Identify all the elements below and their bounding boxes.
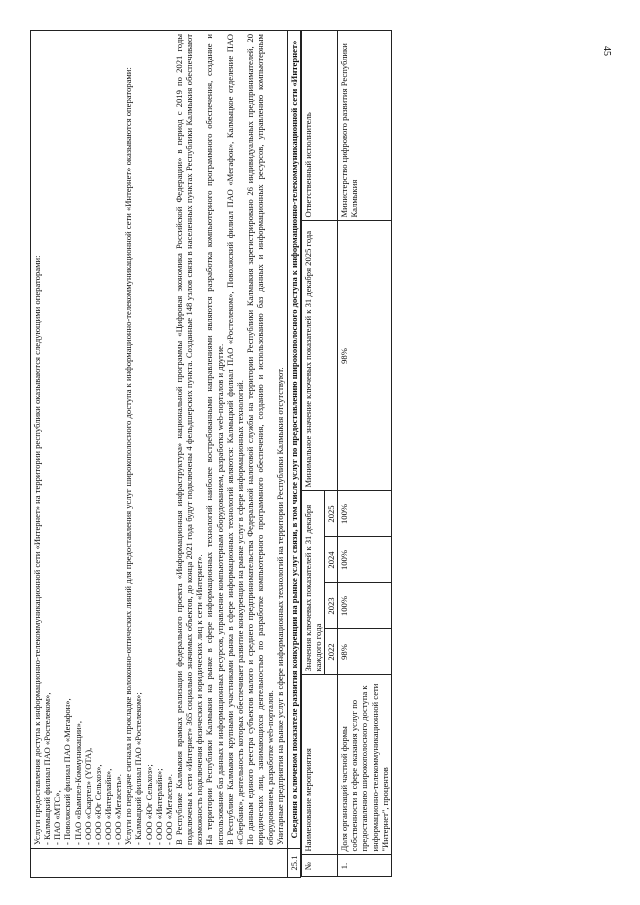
- header-min: Минимальное значение ключевых показателей к 31 декабря 2025 года: [301, 221, 337, 491]
- text-cell: [31, 31, 288, 849]
- value-cell: 100%: [338, 583, 392, 629]
- paragraph: По данным единого реестра субъектов малого и среднего предпринимательства Федеральной налоговой службы на территории Республики Калмыкия зарегистрировано 26 индивидуальных предпринимателей, 20 юридических лиц, занимающихся деятельностью по разработке компьютерного программного обеспечения, созданию и использованию баз данных и информационных ресурсов, управлению компьютерным оборудованием, разработке web-порталов.: [244, 34, 276, 845]
- header-resp: Ответственный исполнитель: [301, 31, 337, 221]
- operator-item: - ООО «Скартел» (YOTA),: [82, 747, 93, 845]
- indicator-table-wrap: [300, 31, 392, 878]
- year-cell: 2023: [324, 583, 337, 629]
- responsible-cell: Министерство цифрового развития Республики Калмыкия: [338, 31, 392, 221]
- table-row: [338, 31, 392, 877]
- header-name: Наименование мероприятия: [301, 675, 337, 855]
- value-cell: 100%: [338, 491, 392, 537]
- header-row: [301, 31, 324, 877]
- year-cell: 2025: [324, 491, 337, 537]
- fiber-operator-item: - Калмыцкий филиал ПАО «Ростелеком»;: [133, 692, 144, 845]
- operator-item: - ООО «Метасеть».: [113, 774, 124, 845]
- section-number: 25.1: [287, 849, 300, 878]
- page-number: 45: [601, 46, 612, 56]
- section-row: [287, 31, 300, 878]
- text-row-num-cell: [31, 849, 288, 878]
- operator-item: - ООО «Интерлайн»,: [102, 768, 113, 845]
- text-row: [31, 31, 288, 878]
- fiber-operator-item: - ООО «Метасеть».: [163, 774, 174, 845]
- header-num: №: [301, 855, 337, 877]
- operator-item: - Калмыцкий филиал ПАО «Ростелеком»,: [42, 692, 53, 845]
- intro-title: Услуги предоставления доступа к информационно-телекоммуникационной сети «Интернет» на территории республики оказываются следующими операторами:: [32, 255, 42, 845]
- indicator-table: [301, 31, 392, 878]
- fiber-title: Услуги по передаче сигнала и прокладке волоконно-оптических линий для предоставления услуг широкополосного доступа к информационно-телекоммуникационной сети «Интернет» оказываются операторами:: [123, 67, 134, 845]
- fiber-operator-item: - ООО «Интерлайн»;: [153, 768, 164, 845]
- fiber-operator-item: - ООО «Юг Сельхоз»;: [143, 764, 154, 845]
- year-cell: 2024: [324, 537, 337, 583]
- section-title: Сведения о ключевом показателе развития конкуренции на рынке услуг связи, в том числе услуг по предоставлению широкополосного доступа к информационно-телекоммуникационной сети «Интернет»: [287, 31, 300, 849]
- min-value-cell: 98%: [338, 221, 392, 491]
- operator-item: - ПАО «МТС»,: [52, 790, 63, 845]
- paragraph: На территории Республики Калмыкия на рынке в сфере информационных технологий наиболее востребованными направлениями являются разработка компьютерного программного обеспечения, создание и использование баз данных и информационных ресурсов, управление компьютерным оборудованием, разработка web-порталов и другие.: [204, 34, 225, 845]
- paragraph: В Республике Калмыкия врамках реализации федерального проекта «Информационная инфраструктура» национальной программы «Цифровая экономика Российской Федерации» в период с 2019 по 2021 годы подключены к сети «Интернет» 365 социально значимых объектов, до конца 2021 года будут подключены 4 фельдшерских пункта. Созданные 148 узлов связи в населенных пунктах Республики Калмыкия обеспечивают возможность подключения физических и юридических лиц к сети «Интернет».: [173, 34, 205, 845]
- value-cell: 100%: [338, 537, 392, 583]
- landscape-page: [30, 30, 600, 878]
- paragraph: В Республике Калмыкия крупными участниками рынка в сфере информационных технологий являются: Калмыцкий филиал ПАО «Ростелеком», Поволжский филиал ПАО «Мегафон», Калмыцкое отделение ПАО «Сбербанк», деятельность которых обеспечивает развитие конкуренции на рынке услуг в сфере информационных технологий.: [224, 34, 245, 845]
- operator-item: - ООО «Юг Сельхоз»,: [92, 764, 103, 845]
- indicator-table-row: [300, 31, 392, 878]
- row-name: Доля организаций частной формы собственности в сфере оказания услуг по предоставлению широкополосного доступа к информационно-телекоммуникационной сети "Интернет", процентов: [338, 675, 392, 855]
- operator-item: - Поволжский филиал ПАО «Мегафон»,: [62, 698, 73, 845]
- operator-item: - ПАО «Вымпел-Коммуникации»,: [72, 720, 83, 845]
- row-num: 1.: [338, 855, 392, 877]
- year-cell: 2022: [324, 629, 337, 675]
- header-values: Значения ключевых показателей к 31 декабря каждого года: [301, 491, 324, 675]
- value-cell: 98%: [338, 629, 392, 675]
- main-table: [30, 30, 392, 878]
- paragraph: Унитарные предприятия на рынке услуг в сфере информационных технологий на территории Республики Калмыкия отсутствуют.: [275, 367, 286, 845]
